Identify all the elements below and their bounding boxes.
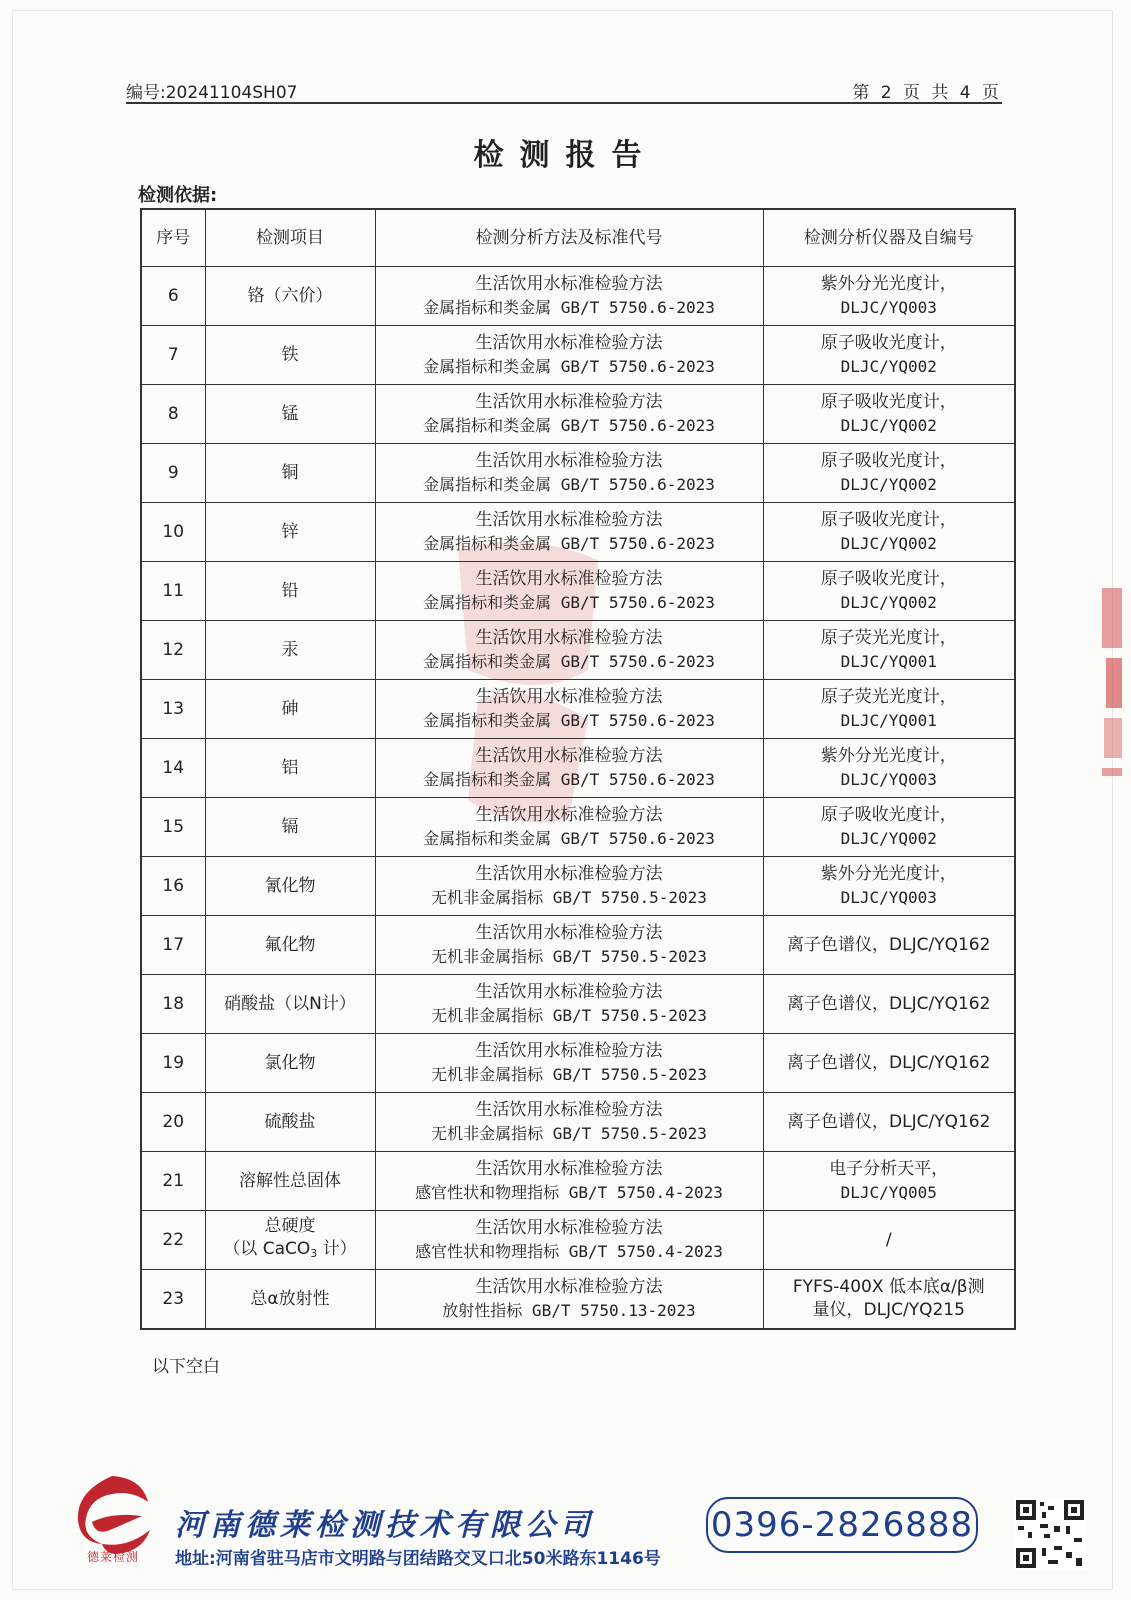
cell-item: 铅 (205, 562, 375, 621)
cell-no: 6 (141, 267, 205, 326)
test-basis-table (140, 208, 1016, 1330)
method-line2: 感官性状和物理指标 GB/T 5750.4-2023 (415, 1241, 723, 1261)
instrument-line1: 原子荧光光度计， (820, 627, 957, 648)
method-line2: 无机非金属指标 GB/T 5750.5-2023 (431, 1123, 707, 1143)
instrument-line1: 原子吸收光度计， (820, 391, 957, 412)
instrument-line1: 原子荧光光度计， (820, 686, 957, 707)
cell-instrument (763, 1093, 1015, 1152)
cell-item: 锰 (205, 385, 375, 444)
method-line1: 生活饮用水标准检验方法 (475, 450, 663, 471)
col-header-method: 检测分析方法及标准代号 (375, 209, 763, 267)
cell-instrument (763, 621, 1015, 680)
table-row (141, 385, 1015, 444)
instrument-line2: DLJC/YQ003 (840, 297, 937, 317)
cell-method (375, 739, 763, 798)
method-line1: 生活饮用水标准检验方法 (475, 332, 663, 353)
method-line1: 生活饮用水标准检验方法 (475, 745, 663, 766)
cell-no: 17 (141, 916, 205, 975)
table-row (141, 1093, 1015, 1152)
cell-no: 10 (141, 503, 205, 562)
method-line1: 生活饮用水标准检验方法 (475, 273, 663, 294)
method-line2: 金属指标和类金属 GB/T 5750.6-2023 (423, 592, 715, 612)
table-row (141, 739, 1015, 798)
instrument-line1: 紫外分光光度计， (820, 273, 957, 294)
instrument-line1: / (885, 1229, 892, 1250)
cell-method (375, 385, 763, 444)
cell-item: 铜 (205, 444, 375, 503)
cell-no: 7 (141, 326, 205, 385)
cell-instrument (763, 385, 1015, 444)
edge-stamp (1098, 588, 1122, 788)
cell-no: 22 (141, 1211, 205, 1270)
method-line2: 无机非金属指标 GB/T 5750.5-2023 (431, 1005, 707, 1025)
cell-no: 16 (141, 857, 205, 916)
method-line2: 金属指标和类金属 GB/T 5750.6-2023 (423, 356, 715, 376)
cell-no: 19 (141, 1034, 205, 1093)
cell-instrument (763, 503, 1015, 562)
cell-no: 15 (141, 798, 205, 857)
cell-instrument (763, 1270, 1015, 1330)
cell-instrument (763, 1211, 1015, 1270)
cell-item: 铬（六价） (205, 267, 375, 326)
method-line2: 金属指标和类金属 GB/T 5750.6-2023 (423, 297, 715, 317)
method-line1: 生活饮用水标准检验方法 (475, 1158, 663, 1179)
table-row (141, 444, 1015, 503)
method-line1: 生活饮用水标准检验方法 (475, 1040, 663, 1061)
instrument-line1: 离子色谱仪，DLJC/YQ162 (787, 1052, 991, 1073)
method-line2: 金属指标和类金属 GB/T 5750.6-2023 (423, 769, 715, 789)
col-header-no: 序号 (141, 209, 205, 267)
table-row (141, 326, 1015, 385)
instrument-line1: 原子吸收光度计， (820, 804, 957, 825)
table-row (141, 267, 1015, 326)
cell-instrument (763, 562, 1015, 621)
cell-instrument (763, 680, 1015, 739)
qr-code-icon (1014, 1498, 1086, 1570)
cell-no: 14 (141, 739, 205, 798)
cell-method (375, 1034, 763, 1093)
instrument-line2: DLJC/YQ003 (840, 887, 937, 907)
table-row (141, 1034, 1015, 1093)
col-header-item: 检测项目 (205, 209, 375, 267)
cell-method (375, 680, 763, 739)
instrument-line2: DLJC/YQ002 (840, 828, 937, 848)
method-line2: 金属指标和类金属 GB/T 5750.6-2023 (423, 533, 715, 553)
table-row (141, 621, 1015, 680)
method-line1: 生活饮用水标准检验方法 (475, 981, 663, 1002)
cell-instrument (763, 444, 1015, 503)
cell-method (375, 503, 763, 562)
method-line1: 生活饮用水标准检验方法 (475, 804, 663, 825)
table-header-row (141, 209, 1015, 267)
cell-instrument (763, 975, 1015, 1034)
instrument-line2: DLJC/YQ002 (840, 474, 937, 494)
cell-method (375, 1093, 763, 1152)
method-line2: 金属指标和类金属 GB/T 5750.6-2023 (423, 474, 715, 494)
cell-item: 汞 (205, 621, 375, 680)
instrument-line2: DLJC/YQ002 (840, 356, 937, 376)
item-line1: 总硬度 (264, 1216, 316, 1236)
company-address: 地址:河南省驻马店市文明路与团结路交叉口北50米路东1146号 (175, 1549, 661, 1569)
method-line1: 生活饮用水标准检验方法 (475, 863, 663, 884)
cell-instrument (763, 1152, 1015, 1211)
item-line2: （以 CaCO$_3$ 计） (223, 1239, 357, 1260)
instrument-line2: DLJC/YQ002 (840, 533, 937, 553)
cell-method (375, 857, 763, 916)
cell-method (375, 798, 763, 857)
instrument-line1: 原子吸收光度计， (820, 509, 957, 530)
table-row (141, 1270, 1015, 1330)
cell-method (375, 326, 763, 385)
cell-instrument (763, 857, 1015, 916)
page-indicator: 第 2 页 共 4 页 (852, 83, 1002, 103)
method-line2: 金属指标和类金属 GB/T 5750.6-2023 (423, 415, 715, 435)
cell-no: 11 (141, 562, 205, 621)
cell-no: 23 (141, 1270, 205, 1330)
cell-method (375, 1211, 763, 1270)
cell-item: 硫酸盐 (205, 1093, 375, 1152)
table-row (141, 916, 1015, 975)
cell-item: 铝 (205, 739, 375, 798)
instrument-line1: 离子色谱仪，DLJC/YQ162 (787, 934, 991, 955)
method-line1: 生活饮用水标准检验方法 (475, 1099, 663, 1120)
cell-item: 氯化物 (205, 1034, 375, 1093)
table-row (141, 562, 1015, 621)
method-line2: 放射性指标 GB/T 5750.13-2023 (442, 1300, 696, 1320)
cell-item: 硝酸盐（以N计） (205, 975, 375, 1034)
cell-no: 9 (141, 444, 205, 503)
table-row (141, 1152, 1015, 1211)
cell-method (375, 267, 763, 326)
cell-instrument (763, 739, 1015, 798)
method-line2: 金属指标和类金属 GB/T 5750.6-2023 (423, 828, 715, 848)
cell-item: 砷 (205, 680, 375, 739)
cell-method (375, 562, 763, 621)
cell-method (375, 444, 763, 503)
method-line2: 无机非金属指标 GB/T 5750.5-2023 (431, 946, 707, 966)
company-phone: 0396-2826888 (706, 1497, 978, 1553)
cell-item: 溶解性总固体 (205, 1152, 375, 1211)
cell-no: 8 (141, 385, 205, 444)
instrument-line2: DLJC/YQ005 (840, 1182, 937, 1202)
basis-label: 检测依据: (138, 185, 218, 206)
cell-instrument (763, 267, 1015, 326)
method-line1: 生活饮用水标准检验方法 (475, 922, 663, 943)
cell-item: 锌 (205, 503, 375, 562)
method-line2: 金属指标和类金属 GB/T 5750.6-2023 (423, 651, 715, 671)
table-row (141, 680, 1015, 739)
logo-text: 德莱检测 (86, 1550, 139, 1564)
method-line1: 生活饮用水标准检验方法 (475, 391, 663, 412)
cell-item: 总α放射性 (205, 1270, 375, 1330)
cell-item: 氰化物 (205, 857, 375, 916)
cell-method (375, 621, 763, 680)
method-line2: 无机非金属指标 GB/T 5750.5-2023 (431, 1064, 707, 1084)
cell-item (205, 1211, 375, 1270)
report-title: 检测报告 (473, 138, 658, 173)
instrument-line1: 离子色谱仪，DLJC/YQ162 (787, 1111, 991, 1132)
instrument-line1: 离子色谱仪，DLJC/YQ162 (787, 993, 991, 1014)
instrument-line2: 量仪，DLJC/YQ215 (812, 1300, 965, 1320)
cell-no: 20 (141, 1093, 205, 1152)
instrument-line2: DLJC/YQ003 (840, 769, 937, 789)
table-row (141, 857, 1015, 916)
cell-instrument (763, 326, 1015, 385)
cell-no: 21 (141, 1152, 205, 1211)
cell-no: 18 (141, 975, 205, 1034)
report-header (126, 76, 1002, 104)
method-line1: 生活饮用水标准检验方法 (475, 1276, 663, 1297)
col-header-instrument: 检测分析仪器及自编号 (763, 209, 1015, 267)
cell-instrument (763, 1034, 1015, 1093)
method-line1: 生活饮用水标准检验方法 (475, 568, 663, 589)
instrument-line1: 紫外分光光度计， (820, 745, 957, 766)
cell-method (375, 1270, 763, 1330)
cell-instrument (763, 798, 1015, 857)
table-row (141, 1211, 1015, 1270)
instrument-line1: 紫外分光光度计， (820, 863, 957, 884)
cell-item: 镉 (205, 798, 375, 857)
instrument-line2: DLJC/YQ002 (840, 592, 937, 612)
method-line1: 生活饮用水标准检验方法 (475, 509, 663, 530)
instrument-line2: DLJC/YQ002 (840, 415, 937, 435)
instrument-line1: 原子吸收光度计， (820, 450, 957, 471)
cell-method (375, 1152, 763, 1211)
blank-note: 以下空白 (152, 1357, 220, 1377)
method-line1: 生活饮用水标准检验方法 (475, 1217, 663, 1238)
method-line2: 感官性状和物理指标 GB/T 5750.4-2023 (415, 1182, 723, 1202)
method-line2: 无机非金属指标 GB/T 5750.5-2023 (431, 887, 707, 907)
table-row (141, 975, 1015, 1034)
report-number: 编号:20241104SH07 (126, 83, 298, 103)
instrument-line2: DLJC/YQ001 (840, 710, 937, 730)
instrument-line2: DLJC/YQ001 (840, 651, 937, 671)
cell-item: 氟化物 (205, 916, 375, 975)
cell-instrument (763, 916, 1015, 975)
instrument-line1: 原子吸收光度计， (820, 332, 957, 353)
cell-method (375, 975, 763, 1034)
cell-no: 13 (141, 680, 205, 739)
table-row (141, 503, 1015, 562)
instrument-line1: FYFS-400X 低本底α/β测 (792, 1277, 985, 1297)
cell-method (375, 916, 763, 975)
table-row (141, 798, 1015, 857)
cell-no: 12 (141, 621, 205, 680)
instrument-line1: 电子分析天平， (829, 1158, 949, 1179)
instrument-line1: 原子吸收光度计， (820, 568, 957, 589)
cell-item: 铁 (205, 326, 375, 385)
method-line1: 生活饮用水标准检验方法 (475, 686, 663, 707)
company-name: 河南德莱检测技术有限公司 (175, 1508, 595, 1543)
method-line1: 生活饮用水标准检验方法 (475, 627, 663, 648)
method-line2: 金属指标和类金属 GB/T 5750.6-2023 (423, 710, 715, 730)
